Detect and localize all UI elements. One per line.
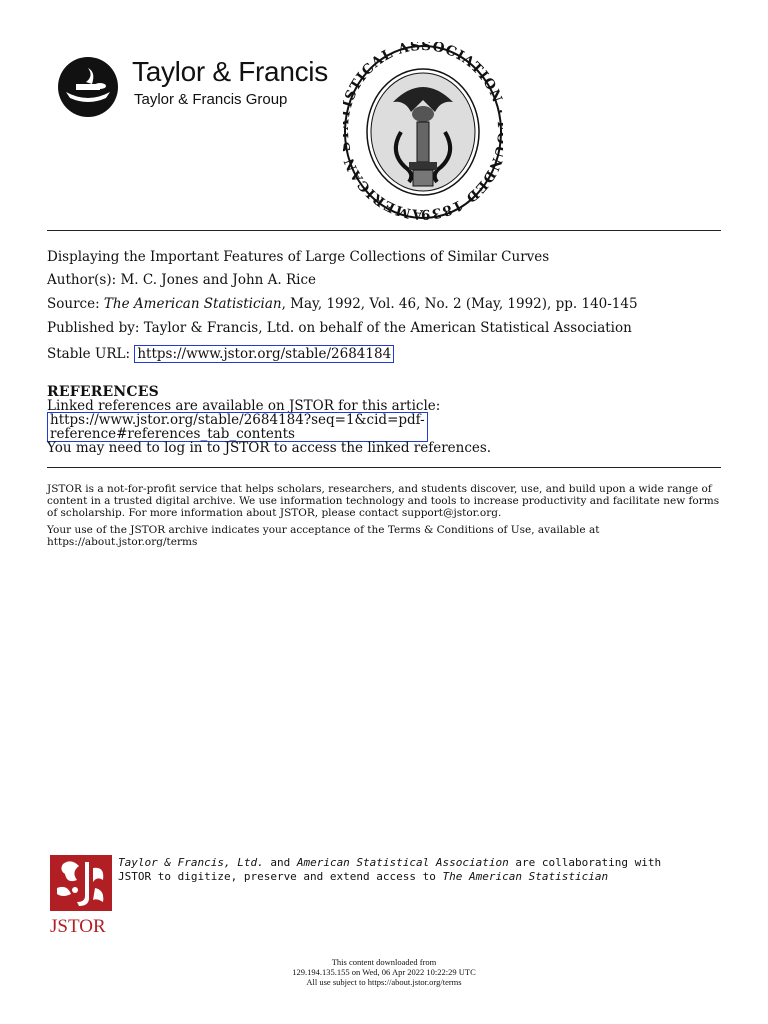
collab-org1: Taylor & Francis, Ltd. [118, 856, 264, 869]
jstor-emblem-icon [49, 854, 115, 936]
references-heading: REFERENCES [47, 384, 159, 400]
footer-line2: 129.194.135.155 on Wed, 06 Apr 2022 10:22:29 UTC [292, 967, 476, 977]
collab-journal: The American Statistician [442, 870, 609, 883]
asa-seal-icon [343, 42, 503, 222]
collaboration-statement [118, 856, 678, 884]
stable-url-label: Stable URL: [47, 346, 131, 362]
asa-seal [343, 42, 503, 222]
download-footer [0, 957, 768, 987]
references-link-part1[interactable]: https://www.jstor.org/stable/2684184?seq=1&cid=pdf- [50, 412, 425, 428]
source-label: Source: [47, 296, 100, 312]
references-link-part2[interactable]: reference#references_tab_contents [50, 426, 295, 442]
published-value: Taylor & Francis, Ltd. on behalf of the American Statistical Association [143, 320, 632, 336]
top-divider [47, 230, 721, 231]
publisher-name: Taylor & Francis [132, 56, 328, 87]
collab-and: and [263, 856, 297, 869]
collab-mid: are collaborating with JSTOR to digitize, preserve and extend access to [118, 856, 662, 883]
published-label: Published by: [47, 320, 140, 336]
footer-line3: All use subject to https://about.jstor.org/terms [306, 977, 462, 987]
article-title: Displaying the Important Features of Large Collections of Similar Curves [47, 249, 550, 265]
source-details: , May, 1992, Vol. 46, No. 2 (May, 1992), pp. 140-145 [281, 296, 638, 312]
jstor-notice: JSTOR is a not-for-profit service that helps scholars, researchers, and students discover, use, and build upon a wide range of content in a trusted digital archive. We use information technology and tools to increase productivity and facilitate new forms of scholarship. For more information about JSTOR, please contact support@jstor.org. [47, 483, 720, 519]
authors-value: M. C. Jones and John A. Rice [120, 272, 316, 288]
source-line [47, 296, 638, 312]
authors-line [47, 272, 316, 288]
mid-divider [47, 467, 721, 468]
references-link[interactable] [47, 412, 428, 442]
lamp-icon [52, 56, 124, 118]
authors-label: Author(s): [47, 272, 117, 288]
source-journal: The American Statistician [103, 296, 282, 312]
collab-org2: American Statistical Association [296, 856, 509, 869]
footer-line1: This content downloaded from [331, 957, 437, 967]
jstor-wordmark: JSTOR [50, 916, 106, 936]
references-link-box[interactable] [47, 412, 428, 442]
publisher-group: Taylor & Francis Group [134, 91, 288, 108]
stable-url-link[interactable]: https://www.jstor.org/stable/2684184 [134, 345, 394, 363]
seal-text: AMERICA STICAL ASSOCIATIO NDED 1839 [343, 42, 503, 222]
stable-url-line [47, 346, 394, 362]
terms-notice: Your use of the JSTOR archive indicates your acceptance of the Terms & Conditions of Use, available at https://about.jstor.org/terms [47, 524, 600, 548]
references-intro: Linked references are available on JSTOR for this article: [47, 398, 441, 414]
jstor-logo [49, 854, 115, 936]
published-line [47, 320, 632, 336]
references-login-note: You may need to log in to JSTOR to access the linked references. [47, 440, 492, 456]
